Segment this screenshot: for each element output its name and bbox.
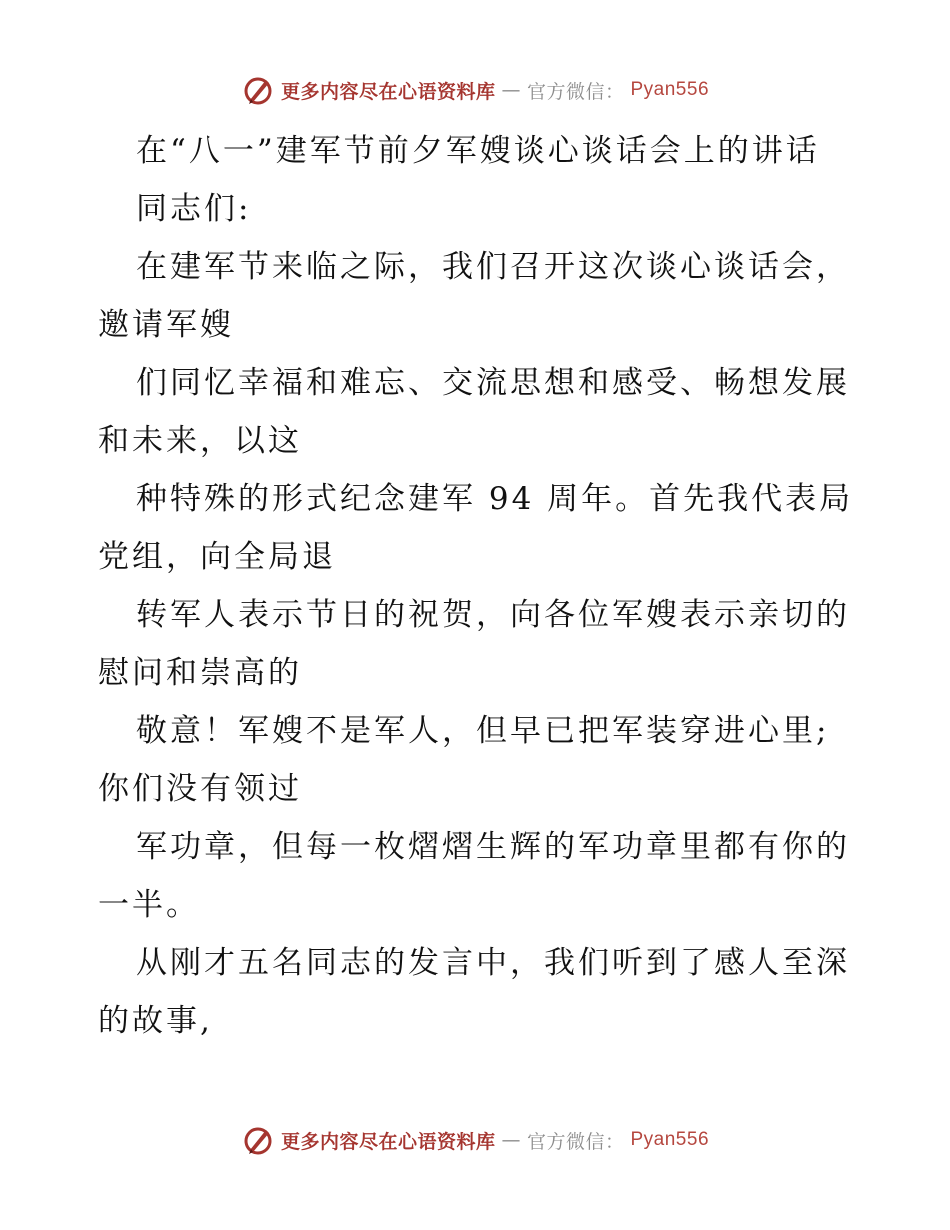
paragraph-line: 们同忆幸福和难忘、交流思想和感受、畅想发展 [136,365,850,401]
paragraph-line: 从刚才五名同志的发言中，我们听到了感人至深 [136,945,850,981]
footer-banner-label: 官方微信： [526,1130,625,1153]
paragraph-line: 军功章，但每一枚熠熠生辉的军功章里都有你的 [136,829,850,865]
paragraph-line: 转军人表示节日的祝贺，向各位军嫂表示亲切的 [136,597,850,633]
paragraph-line: 邀请军嫂 [98,307,234,343]
paragraph-line: 一半。 [98,887,200,923]
paragraph-line: 你们没有领过 [98,771,302,807]
paragraph-line: 敬意！军嫂不是军人，但早已把军装穿进心里; [136,713,830,749]
paragraph-line: 和未来，以这 [98,423,302,459]
header-banner-content [241,73,709,107]
paragraph-line: 种特殊的形式纪念建军 94 周年。首先我代表局 [136,481,854,517]
header-banner [0,70,950,110]
paragraph-line: 慰问和崇高的 [98,655,302,691]
salutation: 同志们: [136,191,252,227]
footer-banner-handle: Pyan556 [630,1129,710,1150]
footer-banner-title: 更多内容尽在心语资料库 [280,1130,496,1153]
paragraph-line: 的故事, [98,1003,213,1039]
header-banner-handle: Pyan556 [630,79,710,100]
quill-pen-logo-icon [241,73,275,107]
paragraph-line: 党组，向全局退 [98,539,336,575]
header-banner-separator: — [501,79,521,101]
paragraph-line: 在建军节来临之际，我们召开这次谈心谈话会， [136,249,850,285]
header-banner-label: 官方微信： [526,80,625,103]
quill-pen-logo-icon [241,1123,275,1157]
document-title: 在“八一”建军节前夕军嫂谈心谈话会上的讲话 [136,133,820,169]
footer-banner-content [241,1123,709,1157]
footer-banner [0,1120,950,1160]
footer-banner-separator: — [501,1129,521,1151]
header-banner-title: 更多内容尽在心语资料库 [280,80,496,103]
document-body [98,122,858,1050]
